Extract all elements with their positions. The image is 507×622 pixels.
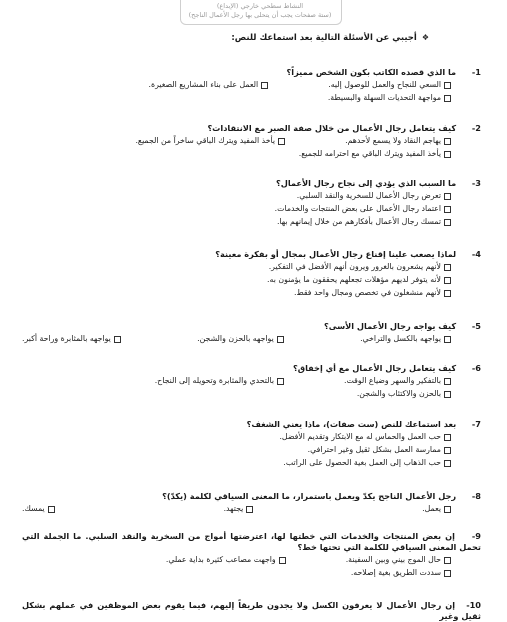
question-text: لماذا يصعب علينا إقناع رجال الأعمال بمجال أو بفكرة معينة؟ <box>215 249 457 259</box>
option[interactable]: بالتفكير والسهر وضياع الوقت. <box>344 374 451 387</box>
question-text: بعد استماعك للنص (ست صفات)، ماذا يعني الشغف؟ <box>246 419 457 429</box>
checkbox-icon[interactable] <box>444 460 451 467</box>
question-1 <box>22 66 481 104</box>
question-text: كيف يواجه رجال الأعمال الأسى؟ <box>324 321 457 331</box>
checkbox-icon[interactable] <box>277 336 284 343</box>
checkbox-icon[interactable] <box>444 570 451 577</box>
question-text: كيف يتعامل رجال الأعمال مع أي إخفاق؟ <box>293 363 457 373</box>
question-7 <box>22 418 481 469</box>
option[interactable]: لأنهم منشغلون في تخصص ومجال واحد فقط. <box>22 286 481 299</box>
checkbox-icon[interactable] <box>444 447 451 454</box>
question-number: 4- <box>471 249 481 259</box>
checkbox-icon[interactable] <box>246 506 253 513</box>
checkbox-icon[interactable] <box>444 95 451 102</box>
question-number: 8- <box>471 491 481 501</box>
question-text: إن بعض المنتجات والخدمات التي خطتها لها، اعترضتها أمواج من السخرية والنقد السلبي. ما الجملة التي تحمل المعنى السياقي للكلمة التي تحتها خط؟ <box>22 531 481 552</box>
question-2 <box>22 122 481 160</box>
checkbox-icon[interactable] <box>444 391 451 398</box>
option[interactable]: السعي للنجاح والعمل للوصول إليه. <box>328 78 451 91</box>
option[interactable]: يهاجم النقاد ولا يسمع لأحدهم. <box>345 134 451 147</box>
option[interactable]: مواجهة التحديات السهلة والبسيطة. <box>22 91 481 104</box>
option[interactable]: واجهت مصاعب كثيرة بداية عملي. <box>166 553 286 566</box>
checkbox-icon[interactable] <box>277 378 284 385</box>
option[interactable]: حال الموج بيني وبين السفينة. <box>346 553 451 566</box>
instructions: ❖أجيبي عن الأسئلة التالية بعد استماعك للنص: <box>231 33 429 43</box>
option[interactable]: يمسك. <box>22 502 55 515</box>
checkbox-icon[interactable] <box>444 264 451 271</box>
option[interactable]: تعرض رجال الأعمال للسخرية والنقد السلبي. <box>22 189 481 202</box>
checkbox-icon[interactable] <box>444 219 451 226</box>
question-number: 1- <box>471 67 481 77</box>
checkbox-icon[interactable] <box>48 506 55 513</box>
question-number: 3- <box>471 178 481 188</box>
checkbox-icon[interactable] <box>261 82 268 89</box>
option[interactable]: لأنهم يشعرون بالغرور ويرون أنهم الأفضل في التفكير. <box>22 260 481 273</box>
question-text: إن رجال الأعمال لا يعرفون الكسل ولا يجدون طريقاً إليهم، فيما يقوم بعض الموظفين في عملهم بشكل ثقيل وغير <box>22 600 481 621</box>
option[interactable]: يواجهه بالحزن والشجن. <box>197 332 284 345</box>
option[interactable]: بالتحدي والمثابرة وتحويله إلى النجاح. <box>155 374 284 387</box>
question-text: كيف يتعامل رجال الأعمال من خلال صفة الصبر مع الانتقادات؟ <box>207 123 457 133</box>
header-line-2: (ستة صفحات يجب أن يتحلى بها رجل الأعمال الناجح) <box>188 11 332 19</box>
checkbox-icon[interactable] <box>278 138 285 145</box>
question-text: ما السبب الذي يؤدي إلى نجاح رجال الأعمال؟ <box>275 178 457 188</box>
question-number: 7- <box>471 419 481 429</box>
checkbox-icon[interactable] <box>444 434 451 441</box>
checkbox-icon[interactable] <box>444 138 451 145</box>
checkbox-icon[interactable] <box>444 82 451 89</box>
question-5 <box>22 320 481 345</box>
option[interactable]: حب العمل والحماس له مع الابتكار وتقديم الأفضل. <box>22 430 481 443</box>
checkbox-icon[interactable] <box>114 336 121 343</box>
question-8 <box>22 490 481 515</box>
question-text: رجل الأعمال الناجح يكدّ ويعمل باستمرار، ما المعنى السياقي لكلمة (يكدّ)؟ <box>162 491 457 501</box>
question-4 <box>22 248 481 299</box>
option[interactable]: ممارسة العمل بشكل ثقيل وغير احترافي. <box>22 443 481 456</box>
question-number: 9- <box>471 531 481 541</box>
checkbox-icon[interactable] <box>444 290 451 297</box>
option[interactable]: يأخذ المفيد ويترك الباقي ساخراً من الجميع. <box>135 134 285 147</box>
option[interactable]: لأنه يتوفر لديهم مؤهلات تجعلهم يحققون ما يؤمنون به. <box>22 273 481 286</box>
option[interactable]: حب الذهاب إلى العمل بغية الحصول على الراتب. <box>22 456 481 469</box>
question-number: 6- <box>471 363 481 373</box>
question-10 <box>22 600 481 622</box>
checkbox-icon[interactable] <box>444 277 451 284</box>
checkbox-icon[interactable] <box>444 151 451 158</box>
checkbox-icon[interactable] <box>444 557 451 564</box>
header-line-1: النشاط سطحي خارجي (الإبداع) <box>216 2 304 10</box>
question-number: 2- <box>471 123 481 133</box>
option[interactable]: يأخذ المفيد ويترك الباقي مع احترامه للجميع. <box>22 147 481 160</box>
option[interactable]: بالحزن والاكتئاب والشجن. <box>22 387 481 400</box>
question-number: 10- <box>466 600 481 610</box>
question-number: 5- <box>471 321 481 331</box>
checkbox-icon[interactable] <box>444 206 451 213</box>
option[interactable]: العمل على بناء المشاريع الصغيرة. <box>149 78 269 91</box>
option[interactable]: يجتهد. <box>224 502 254 515</box>
star-bullet-icon: ❖ <box>421 33 429 42</box>
option[interactable]: تمسك رجال الأعمال بأفكارهم من خلال إيمانهم بها. <box>22 215 481 228</box>
checkbox-icon[interactable] <box>444 378 451 385</box>
checkbox-icon[interactable] <box>279 557 286 564</box>
checkbox-icon[interactable] <box>444 336 451 343</box>
question-text: ما الذي قصده الكاتب بكون الشخص مميزاً؟ <box>286 67 457 77</box>
option[interactable]: يعمل. <box>422 502 451 515</box>
header-box <box>175 0 345 26</box>
question-3 <box>22 177 481 228</box>
option[interactable]: يواجهه بالمثابرة وراحة أكبر. <box>22 332 121 345</box>
option[interactable]: اعتماد رجال الأعمال على بعض المنتجات والخدمات. <box>22 202 481 215</box>
checkbox-icon[interactable] <box>444 506 451 513</box>
option[interactable]: سددت الطريق بغية إصلاحه. <box>22 566 481 579</box>
option[interactable]: يواجهه بالكسل والتراخي. <box>360 332 451 345</box>
question-9 <box>22 531 481 579</box>
question-6 <box>22 362 481 400</box>
checkbox-icon[interactable] <box>444 193 451 200</box>
